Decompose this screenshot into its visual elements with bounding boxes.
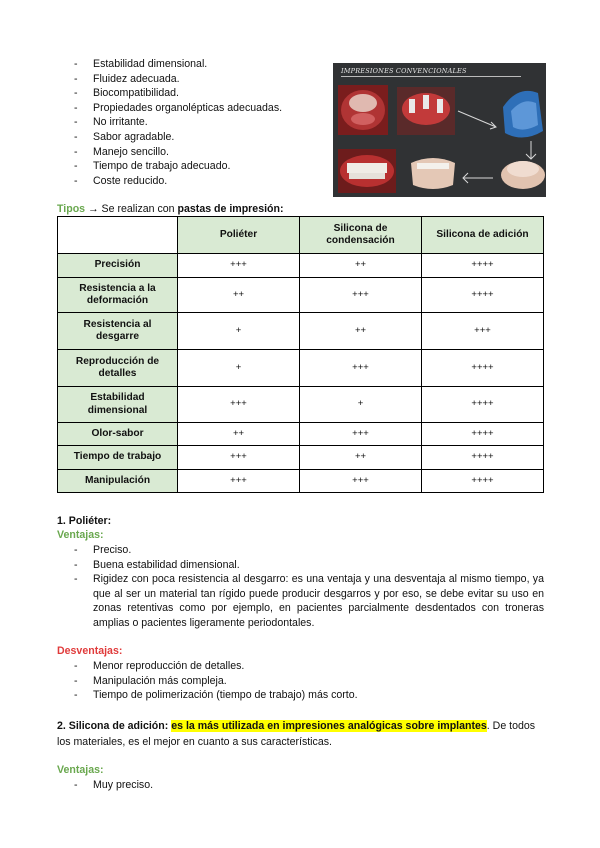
list-item: - No irritante.	[74, 115, 282, 130]
table-cell: ++++	[422, 446, 544, 470]
table-header-blank	[58, 217, 178, 254]
list-item: - Rigidez con poca resistencia al desgarro: es una ventaja y una desventaja al mismo tiempo, ya que al ser un material tan rígido puede producir desgarros y por eso, se debe evitar su uso en zonas retentivas como por ejemplo, en pacientes parcialmente desdentados con troneras amplias o pacientes ligeramente periodontales.	[74, 572, 544, 630]
prosthesis-icon	[411, 158, 455, 189]
figure-title: IMPRESIONES CONVENCIONALES	[341, 67, 467, 75]
table-cell: +++	[300, 350, 422, 387]
table-cell: +++	[178, 254, 300, 278]
row-header: Estabilidad dimensional	[58, 387, 178, 423]
tray-photo-icon	[397, 87, 455, 135]
impressions-figure	[333, 63, 546, 197]
table-cell: ++	[300, 254, 422, 278]
table-cell: ++++	[422, 423, 544, 446]
blue-impression-icon	[503, 91, 543, 138]
tipos-bold: pastas de impresión:	[177, 203, 284, 215]
figure-illustration	[333, 63, 546, 197]
comparison-table	[57, 216, 544, 493]
adicion-highlight: es la más utilizada en impresiones analógicas sobre implantes	[171, 720, 487, 732]
list-item: - Propiedades organolépticas adecuadas.	[74, 101, 282, 116]
adicion-ventajas-label: Ventajas:	[57, 764, 104, 776]
table-row	[58, 423, 544, 446]
table-header: Poliéter	[178, 217, 300, 254]
polieter-ventajas-label: Ventajas:	[57, 529, 104, 541]
row-header: Manipulación	[58, 470, 178, 493]
table-row	[58, 387, 544, 423]
table-row	[58, 278, 544, 313]
table-cell: +	[178, 313, 300, 350]
row-header: Precisión	[58, 254, 178, 278]
table-header-row	[58, 217, 544, 254]
row-header: Olor-sabor	[58, 423, 178, 446]
list-item: - Buena estabilidad dimensional.	[74, 558, 544, 573]
table-cell: ++	[300, 446, 422, 470]
list-item: - Manejo sencillo.	[74, 145, 282, 160]
list-item: - Tiempo de polimerización (tiempo de trabajo) más corto.	[74, 688, 358, 703]
list-item: - Estabilidad dimensional.	[74, 57, 282, 72]
mouth-photo-icon	[338, 85, 388, 135]
table-cell: +++	[178, 387, 300, 423]
properties-list	[74, 57, 282, 188]
table-cell: ++	[178, 278, 300, 313]
list-item: - Biocompatibilidad.	[74, 86, 282, 101]
row-header: Reproducción de detalles	[58, 350, 178, 387]
adicion-ventajas-list	[74, 778, 153, 793]
table-cell: +++	[300, 278, 422, 313]
table-row	[58, 446, 544, 470]
list-item: - Coste reducido.	[74, 174, 282, 189]
tipos-line	[57, 203, 284, 215]
arrow-icon: →	[88, 203, 99, 215]
table-cell: +	[300, 387, 422, 423]
list-item: - Manipulación más compleja.	[74, 674, 358, 689]
polieter-desventajas-list	[74, 659, 358, 703]
polieter-desventajas-label: Desventajas:	[57, 645, 123, 657]
table-header: Silicona de condensación	[300, 217, 422, 254]
table-cell: +++	[178, 470, 300, 493]
list-item: - Tiempo de trabajo adecuado.	[74, 159, 282, 174]
list-item: - Menor reproducción de detalles.	[74, 659, 358, 674]
list-item: - Sabor agradable.	[74, 130, 282, 145]
polieter-heading: 1. Poliéter:	[57, 515, 112, 527]
table-cell: +++	[300, 470, 422, 493]
table-cell: ++++	[422, 387, 544, 423]
polieter-ventajas-list	[74, 543, 544, 631]
smile-photo-icon	[338, 149, 396, 193]
tipos-text: Se realizan con	[98, 203, 178, 215]
row-header: Tiempo de trabajo	[58, 446, 178, 470]
table-row	[58, 470, 544, 493]
row-header: Resistencia al desgarre	[58, 313, 178, 350]
table-row	[58, 350, 544, 387]
table-row	[58, 254, 544, 278]
table-cell: ++++	[422, 278, 544, 313]
table-row	[58, 313, 544, 350]
table-cell: ++	[178, 423, 300, 446]
list-item: - Preciso.	[74, 543, 544, 558]
tipos-label: Tipos	[57, 203, 86, 215]
list-item: - Fluidez adecuada.	[74, 72, 282, 87]
table-cell: ++++	[422, 350, 544, 387]
table-cell: ++++	[422, 470, 544, 493]
table-header: Silicona de adición	[422, 217, 544, 254]
adicion-rest: . De todos los materiales, es el mejor en cuanto a sus características.	[57, 720, 536, 748]
plaster-model-icon	[501, 161, 545, 189]
table-cell: +++	[178, 446, 300, 470]
adicion-heading: 2. Silicona de adición:	[57, 720, 169, 732]
table-cell: +++	[300, 423, 422, 446]
table-cell: +	[178, 350, 300, 387]
row-header: Resistencia a la deformación	[58, 278, 178, 313]
list-item: - Muy preciso.	[74, 778, 153, 793]
table-cell: ++++	[422, 254, 544, 278]
table-cell: +++	[422, 313, 544, 350]
table-cell: ++	[300, 313, 422, 350]
adicion-paragraph	[57, 718, 545, 750]
